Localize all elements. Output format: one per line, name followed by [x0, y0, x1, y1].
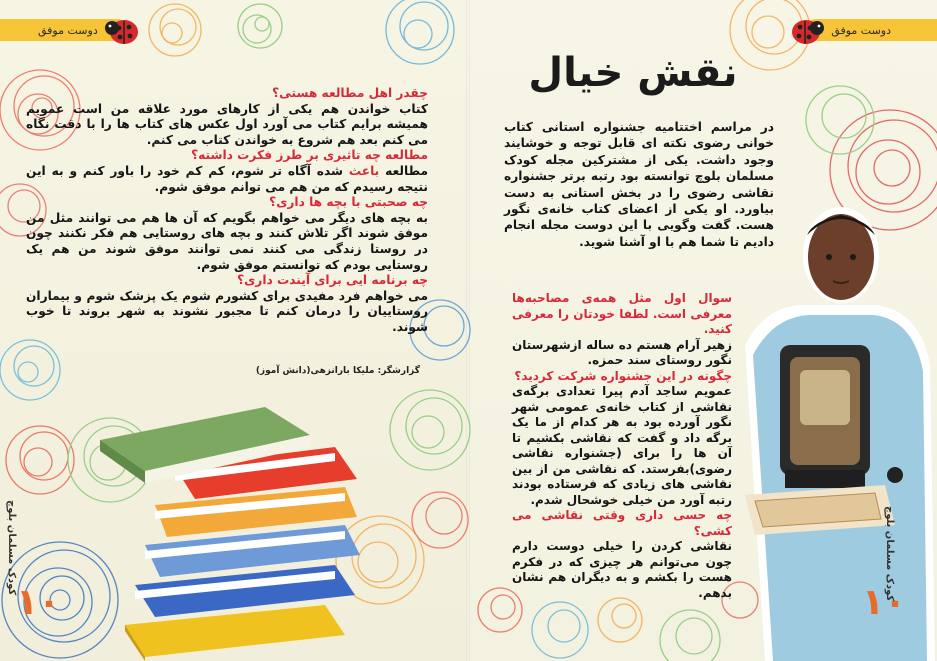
page-title: نقش خیال — [528, 50, 738, 96]
answer-5-highlight: باعث — [348, 163, 380, 178]
question-3: چه حسی داری وقتی نقاشی می کشی؟ — [512, 508, 732, 538]
answer-2: عمویم ساجد آدم پیرا تعدادی برگه‌ی نقاشی از کتاب خانه‌ی عمومی شهر نگور آورده بود به هر کدام از ما یک برگه داد و گفت که نقاشی بکشیم تا آن ها را برای (جشنواره نقاشی رضوی)بفرستد. که نقاشی من از بین نقاشی های زیادی که فرستاده بودند رتبه آورد من خیلی خوشحال شدم. — [512, 384, 732, 507]
question-6: چه صحبتی با بچه ها داری؟ — [269, 195, 428, 210]
answer-4: کتاب خواندن هم یکی از کارهای مورد علاقه من است عمویم همیشه برایم کتاب می آورد اول عکس های کتاب ها را با دقت نگاه می کنم بعد هم شروع به خواندن کتاب می کنم. — [26, 101, 428, 147]
question-4: چقدر اهل مطالعه هستی؟ — [272, 86, 428, 100]
page-fold — [466, 0, 470, 661]
intro-text: در مراسم اختتامیه جشنواره استانی کتاب خوانی رضوی نکته ای قابل توجه و خوشایند وجود داشت. یکی از مشترکین مجله کودک مسلمان بلوچ توانسته بود رتبه برتر جشنواره نقاشی رضوی را در بخش استانی به دست بیاورد. او یکی از اعضای کتاب خانه‌ی نگور هست. گفت وگویی با این دوست مجله انجام دادیم تا شما هم با او آشنا شوید. — [504, 120, 774, 249]
answer-6: به بچه های دیگر می خواهم بگویم که آن ها هم می توانند مثل من موفق شوند اگر تلاش کنند و بچه های روستایی هم فکر نکنند چون در روستا زندگی می کنند نمی توانند موفق شوند من هم یک روستایی بودم که توانستم موفق شوم. — [26, 210, 428, 272]
question-2: چگونه در این جشنواره شرکت کردید؟ — [514, 368, 732, 383]
page-number-left: ۱۰ — [16, 582, 60, 623]
answer-5-start: مطالعه — [379, 163, 428, 178]
student-photo — [745, 195, 935, 661]
answer-7: می خواهم فرد مفیدی برای کشورم شوم یک پزشک شوم و بیماران روستاییان را درمان کنم تا مجبور نشوند به شهر بروند تا خوب شوند. — [26, 288, 428, 334]
header-tab-left-label: دوست موفق — [38, 23, 98, 37]
interview-right-column — [512, 291, 732, 601]
books-illustration — [95, 395, 365, 661]
answer-3: نقاشی کردن را خیلی دوست دارم چون می‌توانم هر چیزی که در فکرم هست را بکشم و به دیگران هم نشان بدهم. — [512, 539, 732, 600]
answer-1: زهیر آرام هستم ده ساله ازشهرستان نگور روستای سند حمزه. — [512, 337, 732, 367]
page-number-right: ۱۰ — [862, 582, 906, 623]
header-tab-right — [805, 19, 937, 41]
interview-left-column — [26, 86, 428, 336]
ladybug-icon — [788, 14, 824, 46]
header-tab-right-label: دوست موفق — [831, 23, 891, 37]
question-7: چه برنامه ایی برای آیندت داری؟ — [237, 273, 428, 288]
intro-paragraph — [504, 119, 774, 250]
ladybug-icon — [104, 14, 140, 46]
question-5: مطالعه چه تاثیری بر طرز فکرت داشته؟ — [191, 148, 428, 163]
reporter-credit: گزارشگر: ملیکا بارانزهی(دانش آموز) — [255, 366, 420, 376]
question-1: سوال اول مثل همه‌ی مصاحبه‌ها معرفی است. لطفا خودتان را معرفی کنید. — [512, 291, 732, 336]
answer-5-end: شده آگاه تر شوم، کم کم خود را باور کنم و به این نتیجه رسیدم که من هم می توانم موفق شوم. — [26, 163, 428, 194]
answer-5 — [26, 164, 428, 195]
vertical-caption-left: کودک مسلمان بلوچ — [6, 500, 17, 596]
vertical-caption-right: کودک مسلمان بلوچ — [884, 506, 895, 602]
